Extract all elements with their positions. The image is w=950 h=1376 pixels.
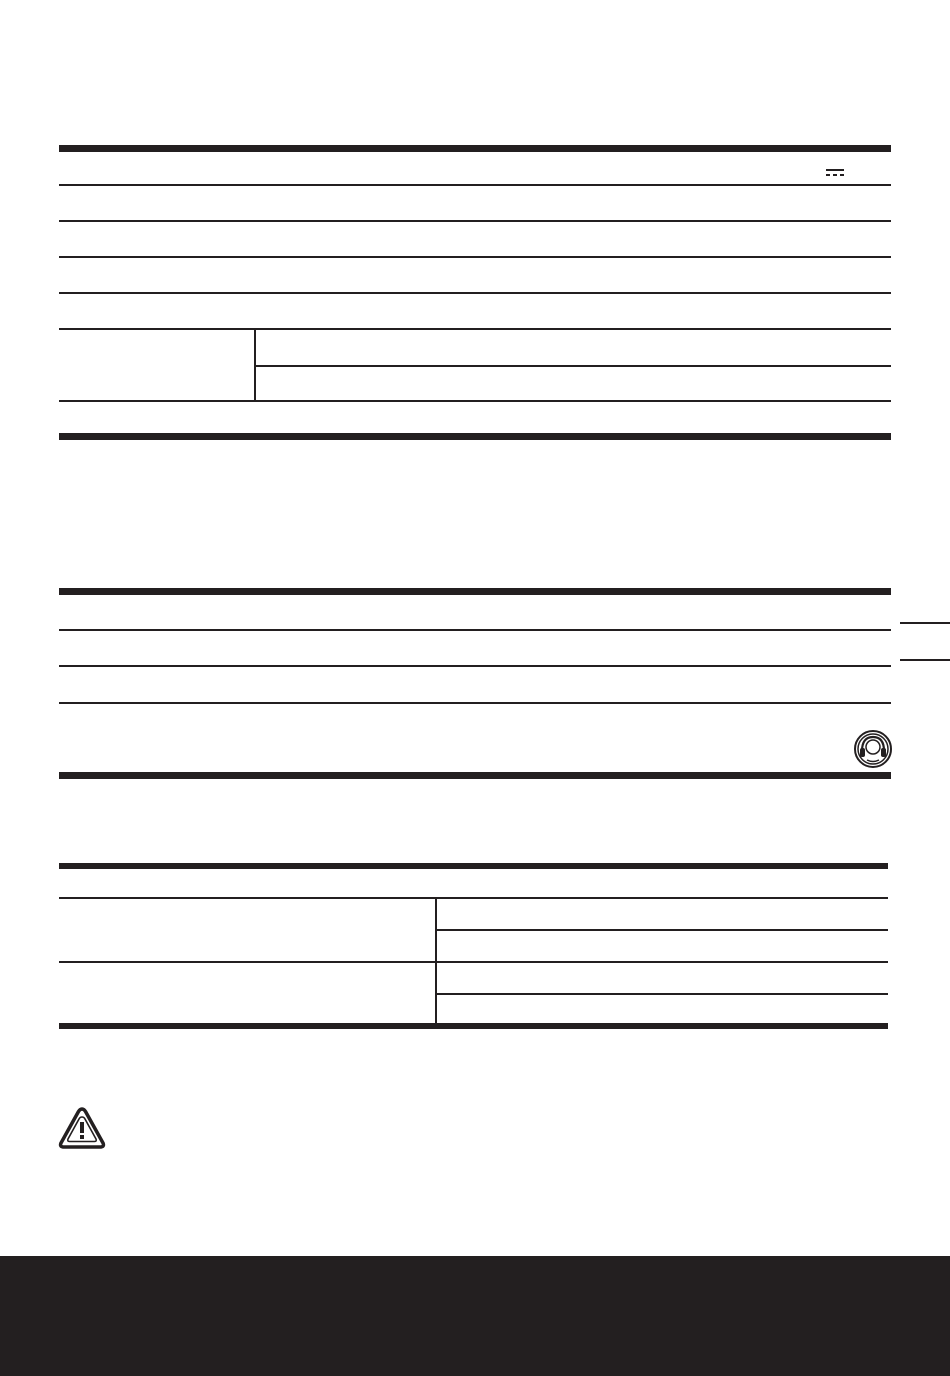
- table-row-rule: [437, 929, 888, 931]
- table-row-rule: [437, 993, 888, 995]
- table-row-rule: [59, 961, 888, 963]
- column-divider: [254, 150, 256, 152]
- merged-cell-divider: [254, 329, 256, 401]
- column-divider: [434, 867, 436, 869]
- table-row-rule: [256, 365, 891, 367]
- table-row-rule: [59, 702, 891, 704]
- table-bottom-rule: [59, 433, 891, 440]
- table-row-rule: [59, 184, 891, 186]
- table-row-rule: [59, 328, 891, 330]
- table-row-rule: [59, 400, 891, 402]
- table-row-rule: [59, 220, 891, 222]
- table-row-rule: [59, 292, 891, 294]
- dc-symbol-icon: [825, 165, 845, 175]
- table-bottom-rule: [59, 1023, 888, 1029]
- table-top-rule: [59, 145, 891, 152]
- table-bottom-rule: [59, 772, 891, 779]
- warning-triangle-icon: [57, 1105, 107, 1151]
- table-row-rule: [59, 256, 891, 258]
- ear-protection-icon: [853, 729, 893, 769]
- tab-rule-bottom: [900, 659, 950, 661]
- table-row-rule: [59, 897, 888, 899]
- table-top-rule: [59, 863, 888, 869]
- footer-band: [0, 1256, 950, 1376]
- table-top-rule: [59, 588, 891, 595]
- table-row-rule: [59, 665, 891, 667]
- table-row-rule: [59, 629, 891, 631]
- tab-rule-top: [900, 622, 950, 624]
